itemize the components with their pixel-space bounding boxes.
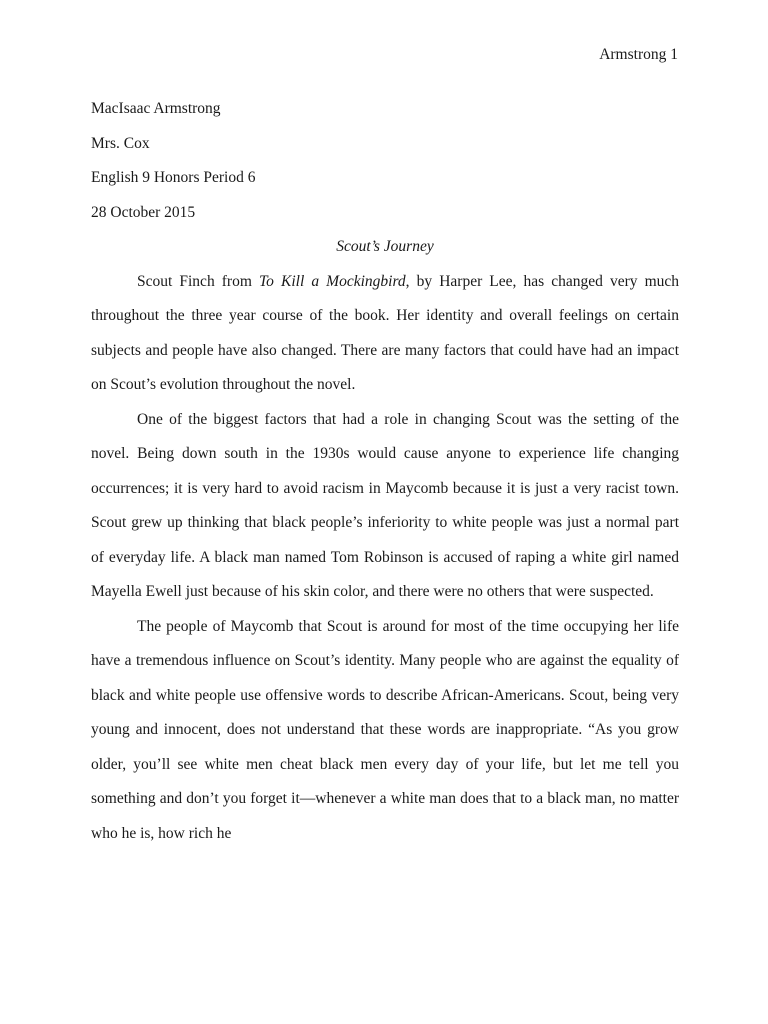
- course-name: English 9 Honors Period 6: [91, 169, 256, 186]
- running-head: Armstrong 1: [599, 46, 678, 63]
- essay-title: Scout’s Journey: [336, 238, 434, 255]
- teacher-name: Mrs. Cox: [91, 134, 150, 152]
- paragraph-1-start: Scout Finch from: [137, 272, 259, 290]
- student-name: MacIsaac Armstrong: [91, 100, 221, 117]
- paragraph-1-rest: , by Harper Lee, has changed very much throughout the three year course of the book. Her identity and overall feelings on certain subjects and people have also changed. There are many factors that could have had an impact on Scout’s evolution throughout the novel.: [91, 272, 679, 393]
- paragraph-2: One of the biggest factors that had a role in changing Scout was the setting of the novel. Being down south in the 1930s would cause anyone to experience life changing occurrences; it is very hard to avoid racism in Maycomb because it is just a very racist town. Scout grew up thinking that black people’s inferiority to white people was just a normal part of everyday life. A black man named Tom Robinson is accused of raping a white girl named Mayella Ewell just because of his skin color, and there were no others that were suspected.: [91, 410, 679, 600]
- essay-date: 28 October 2015: [91, 203, 196, 221]
- book-title: To Kill a Mockingbird: [258, 272, 406, 290]
- paragraph-1: [91, 265, 679, 403]
- paragraph-3: The people of Maycomb that Scout is around for most of the time occupying her life have a tremendous influence on Scout’s identity. Many people who are against the equality of black and white people use offensive words to describe African-Americans. Scout, being very young and innocent, does not understand that these words are inappropriate. “As you grow older, you’ll see white men cheat black men every day of your life, but let me tell you something and don’t you forget it—whenever a white man does that to a black man, no matter who he is, how rich he: [91, 617, 679, 842]
- document-body: [91, 92, 679, 851]
